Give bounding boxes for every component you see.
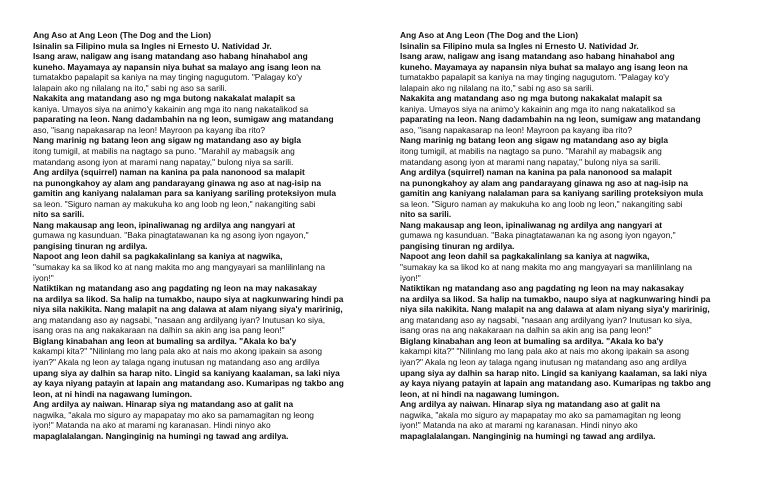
left-text-line: nagwika, "akala mo siguro ay mapapatay mo ako sa pamamagitan ng leong: [33, 409, 314, 420]
left-text-line: Ang Aso at Ang Leon (The Dog and the Lion): [33, 30, 212, 40]
right-text-line: gamitin ang kaniyang nalalaman para sa kaniyang sariling proteksiyon mula: [400, 188, 703, 199]
right-text-line: na punongkahoy ay alam ang pandarayang ginawa ng aso at nag-isip na: [400, 177, 689, 188]
left-text-line: kakampi kita?" "Nilinlang mo lang pala ako at nais mo akong ipakain sa asong: [33, 346, 323, 357]
right-text-line: itong tumigil, at mabilis na nagtago sa puno. "Marahil ay mabagsik ang: [400, 146, 662, 157]
right-text-line: Ang ardilya (squirrel) naman na kanina pa pala nanonood sa malapit: [400, 167, 672, 178]
right-text-line: nito sa sarili.: [400, 209, 452, 220]
right-text-line: iyon!" Matanda na ako at marami ng karanasan. Hindi ninyo ako: [400, 420, 638, 431]
right-text-line: "sumakay ka sa likod ko at nang makita mo ang mangyayari sa manlilinlang na: [400, 262, 693, 273]
right-text-line: na ardilya sa likod. Sa halip na tumakbo, naupo siya at nagkunwaring hindi pa: [400, 293, 711, 304]
right-text-line: lalapain ako ng nilalang na ito," sabi ng aso sa sarili.: [400, 82, 594, 93]
left-text-line: iyon!": [33, 272, 54, 283]
right-text-line: gumawa ng kasunduan. "Baka pinagtatawanan ka ng asong iyon ngayon,": [400, 230, 676, 241]
left-text-line: Natiktikan ng matandang aso ang pagdating ng leon na may nakasakay: [33, 283, 317, 294]
right-text-line: tumatakbo papalapit sa kaniya na may tinging nagugutom. "Palagay ko'y: [400, 72, 670, 83]
left-text-line: Napoot ang leon dahil sa pagkakalinlang sa kaniya at nagwika,: [33, 251, 283, 262]
right-text-line: isang oras na ang nakakaraan na dalhin sa akin ang isa pang leon!": [400, 325, 652, 336]
left-text-line: kaniya. Umayos siya na animo'y kakainin ang mga ito nang nakatalikod sa: [33, 103, 309, 114]
left-text-line: Nakakita ang matandang aso ng mga butong nakakalat malapit sa: [33, 93, 296, 104]
right-text-line: pangising tinuran ng ardilya.: [400, 240, 515, 251]
right-column: [400, 30, 756, 441]
right-text-line: upang siya ay dalhin sa harap nito. Lingid sa kaniyang kaalaman, sa laki niya: [400, 367, 707, 378]
right-text-line: nagwika, "akala mo siguro ay mapapatay mo ako sa pamamagitan ng leong: [400, 409, 681, 420]
right-text-line: iyan?" Akala ng leon ay talaga ngang inutusan ng matandang aso ang ardilya: [400, 356, 687, 367]
right-text-line: Ang ardilya ay naiwan. Hinarap siya ng matandang aso at galit na: [400, 399, 661, 410]
right-text-line: kaniya. Umayos siya na animo'y kakainin ang mga ito nang nakatalikod sa: [400, 103, 676, 114]
left-text-line: tumatakbo papalapit sa kaniya na may tinging nagugutom. "Palagay ko'y: [33, 72, 303, 83]
left-text-line: ay kaya niyang patayin at lapain ang matandang aso. Kumaripas ng takbo ang: [33, 378, 344, 389]
right-text-line: matandang asong iyon at marami nang napatay," bulong niya sa sarili.: [400, 156, 661, 167]
left-text-line: niya sila nakikita. Nang malapit na ang dalawa at alam niyang siya'y maririnig,: [33, 304, 343, 315]
left-text-line: lalapain ako ng nilalang na ito," sabi ng aso sa sarili.: [33, 82, 227, 93]
left-text-line: paparating na leon. Nang dadambahin na ng leon, sumigaw ang matandang: [33, 114, 334, 125]
right-text-line: Nakakita ang matandang aso ng mga butong nakakalat malapit sa: [400, 93, 663, 104]
right-text-line: kakampi kita?" "Nilinlang mo lang pala ako at nais mo akong ipakain sa asong: [400, 346, 690, 357]
right-text-line: iyon!": [400, 272, 421, 283]
left-text-line: iyon!" Matanda na ako at marami ng karanasan. Hindi ninyo ako: [33, 420, 271, 431]
left-text-line: upang siya ay dalhin sa harap nito. Lingid sa kaniyang kaalaman, sa laki niya: [33, 367, 340, 378]
right-text-line: Nang makausap ang leon, ipinaliwanag ng ardilya ang nangyari at: [400, 219, 663, 230]
right-text-line: Ang Aso at Ang Leon (The Dog and the Lion): [400, 30, 579, 40]
right-text-line: ay kaya niyang patayin at lapain ang matandang aso. Kumaripas ng takbo ang: [400, 378, 711, 389]
right-text-line: aso, "isang napakasarap na leon! Mayroon pa kayang iba rito?: [400, 124, 633, 135]
left-text-line: gumawa ng kasunduan. "Baka pinagtatawanan ka ng asong iyon ngayon,": [33, 230, 309, 241]
left-text-line: sa leon. "Siguro naman ay makukuha ko ang loob ng leon," nakangiting sabi: [33, 198, 316, 209]
right-text-line: Napoot ang leon dahil sa pagkakalinlang sa kaniya at nagwika,: [400, 251, 650, 262]
left-text-line: ang matandang aso ay nagsabi, "nasaan ang ardilyang iyan? Inutusan ko siya,: [33, 314, 326, 325]
right-text-line: Isang araw, naligaw ang isang matandang aso habang hinahabol ang: [400, 51, 675, 62]
left-text-line: Ang ardilya ay naiwan. Hinarap siya ng matandang aso at galit na: [33, 399, 294, 410]
left-text-line: Biglang kinabahan ang leon at bumaling sa ardilya. "Akala ko ba'y: [33, 335, 297, 346]
left-column: [33, 30, 389, 441]
left-text-line: Isinalin sa Filipino mula sa Ingles ni Ernesto U. Natividad Jr.: [33, 40, 272, 51]
left-text-line: gamitin ang kaniyang nalalaman para sa kaniyang sariling proteksiyon mula: [33, 188, 336, 199]
right-text-line: Natiktikan ng matandang aso ang pagdating ng leon na may nakasakay: [400, 283, 684, 294]
left-text-line: Nang makausap ang leon, ipinaliwanag ng ardilya ang nangyari at: [33, 219, 296, 230]
right-text-line: Biglang kinabahan ang leon at bumaling sa ardilya. "Akala ko ba'y: [400, 335, 664, 346]
left-text-line: na punongkahoy ay alam ang pandarayang ginawa ng aso at nag-isip na: [33, 177, 322, 188]
left-text-line: nito sa sarili.: [33, 209, 85, 220]
right-text-line: Nang marinig ng batang leon ang sigaw ng matandang aso ay bigla: [400, 135, 669, 146]
left-text-line: isang oras na ang nakakaraan na dalhin sa akin ang isa pang leon!": [33, 325, 285, 336]
left-text-line: matandang asong iyon at marami nang napatay," bulong niya sa sarili.: [33, 156, 294, 167]
left-text-line: Ang ardilya (squirrel) naman na kanina pa pala nanonood sa malapit: [33, 167, 305, 178]
left-text-line: kuneho. Mayamaya ay napansin niya buhat sa malayo ang isang leon na: [33, 61, 321, 72]
left-text-line: leon, at ni hindi na nagawang lumingon.: [33, 388, 193, 399]
left-text-line: Nang marinig ng batang leon ang sigaw ng matandang aso ay bigla: [33, 135, 302, 146]
right-text-line: leon, at ni hindi na nagawang lumingon.: [400, 388, 560, 399]
right-text-line: paparating na leon. Nang dadambahin na ng leon, sumigaw ang matandang: [400, 114, 701, 125]
left-text-line: itong tumigil, at mabilis na nagtago sa puno. "Marahil ay mabagsik ang: [33, 146, 295, 157]
right-text-line: niya sila nakikita. Nang malapit na ang dalawa at alam niyang siya'y maririnig,: [400, 304, 710, 315]
right-text-line: sa leon. "Siguro naman ay makukuha ko ang loob ng leon," nakangiting sabi: [400, 198, 683, 209]
left-text-line: na ardilya sa likod. Sa halip na tumakbo, naupo siya at nagkunwaring hindi pa: [33, 293, 344, 304]
left-text-line: mapaglalalangan. Nanginginig na humingi ng tawad ang ardilya.: [33, 430, 289, 441]
left-text-line: Isang araw, naligaw ang isang matandang aso habang hinahabol ang: [33, 51, 308, 62]
left-text-line: "sumakay ka sa likod ko at nang makita mo ang mangyayari sa manlilinlang na: [33, 262, 326, 273]
left-text-line: iyan?" Akala ng leon ay talaga ngang inutusan ng matandang aso ang ardilya: [33, 356, 320, 367]
right-text-line: mapaglalalangan. Nanginginig na humingi ng tawad ang ardilya.: [400, 430, 656, 441]
left-text-line: pangising tinuran ng ardilya.: [33, 240, 148, 251]
right-text-line: ang matandang aso ay nagsabi, "nasaan ang ardilyang iyan? Inutusan ko siya,: [400, 314, 693, 325]
right-text-line: Isinalin sa Filipino mula sa Ingles ni Ernesto U. Natividad Jr.: [400, 40, 639, 51]
left-text-line: aso, "isang napakasarap na leon! Mayroon pa kayang iba rito?: [33, 124, 266, 135]
right-text-line: kuneho. Mayamaya ay napansin niya buhat sa malayo ang isang leon na: [400, 61, 688, 72]
